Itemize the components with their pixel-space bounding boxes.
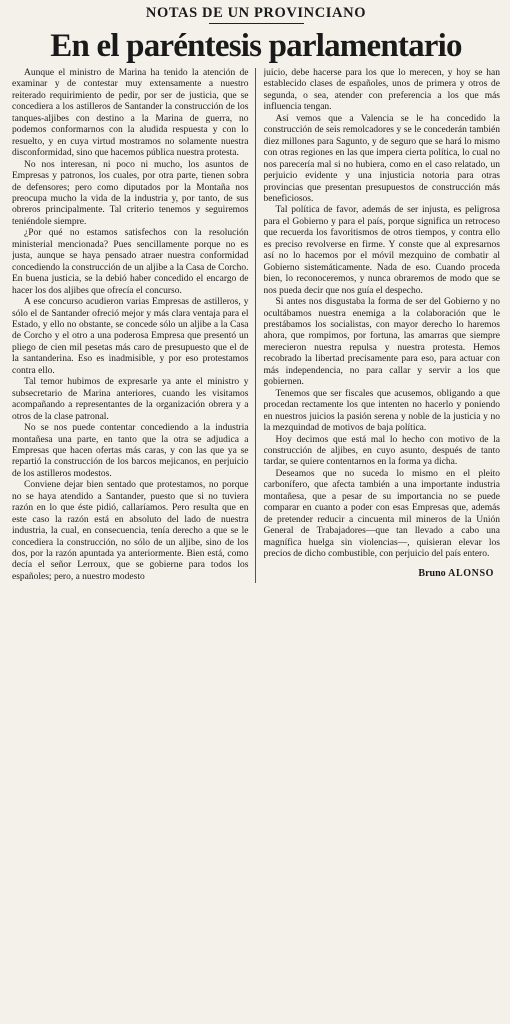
author-signature	[264, 568, 501, 579]
article-body	[12, 68, 500, 583]
section-rule	[209, 23, 304, 24]
section-title: NOTAS DE UN PROVINCIANO	[145, 5, 367, 21]
headline: En el paréntesis parlamentario	[50, 28, 462, 64]
paragraph: Deseamos que no suceda lo mismo en el pleito carbonífero, que afecta también a una importante industria montañesa, que a pesar de su importancia no se puede comparar en cuanto a poder con esas Empresas que, además de pretender reducir a cincuenta mil mineros de la Unión General de Trabajadores—que tan llevado a cabo una magnífica huelga sin violencias—, quisieran elevar los precios de dicho combustible, con perjuicio del país entero.	[263, 468, 500, 560]
paragraph: Tal temor hubimos de expresarle ya ante el ministro y subsecretario de Marina anteriores, cuando les visitamos acompañando a representantes de la organización obrera y a otros de la clase patronal.	[12, 377, 249, 422]
paragraph: Así vemos que a Valencia se le ha concedido la construcción de seis remolcadores y se le concederán también diez millones para Sagunto, y de seguro que se hará lo mismo con otras regiones en las que impera cierta política, lo cual no nos parecería mal si no hubiera, como en el caso relatado, un perjuicio evidente y una injusticia notoria para otras provincias que presentan presupuestos de construcción más beneficiosos.	[263, 113, 500, 204]
paragraph: Conviene dejar bien sentado que protestamos, no porque no se haya atendido a Santander, puesto que si no tuviera razón en lo que éste pidió, callaríamos. Pero resulta que en este caso la razón está en absoluto del lado de nuestra industria, la cual, en consecuencia, tenía derecho a que se le concediera la construcción, no sólo de un aljibe, sino de los dos, por la razón apuntada ya anteriormente. Bien está, como decía el señor Lerroux, que se gobierne para todos los españoles; pero, a nuestro modesto	[12, 480, 249, 582]
author-last-name: ALONSO	[448, 568, 494, 580]
paragraph: Tenemos que ser fiscales que acusemos, obligando a que procedan rectamente los que intenten no hacerlo y poniendo en nuestros juicios la pasión serena y noble de la justicia y no la mezquindad de motivos de baja política.	[263, 388, 500, 434]
paragraph: No se nos puede contentar concediendo a la industria montañesa una parte, en tanto que la otra se adjudica a Empresas que hacen ofertas más caras, y con las que ya se repartió la construcción de los barcos mejicanos, en perjuicio de los astilleros modestos.	[12, 423, 249, 479]
paragraph: A ese concurso acudieron varias Empresas de astilleros, y sólo el de Santander ofreció mejor y más clara ventaja para el Estado, y ello no obstante, se concede sólo un aljibe a la Casa de Corcho y el otro a una poderosa Empresa que presentó un pliego de cien mil pesetas más caro de presupuesto que el de la santanderina. Eso es inadmisible, y por eso protestamos contra ello.	[12, 297, 249, 376]
author-first-name: Bruno	[418, 568, 446, 580]
paragraph: Tal política de favor, además de ser injusta, es peligrosa para el Gobierno y para el país, porque significa un retroceso que recuerda los favoritismos de otros tiempos, y contra ello es preciso revolverse en firme. Y conste que al expresarnos así no lo hacemos por el móvil mezquino de combatir al Gobierno sistemáticamente. Nada de eso. Cuando proceda bien, lo reconoceremos, y nunca obraremos de modo que se nos pueda decir que nos guía el despecho.	[263, 205, 500, 296]
paragraph: juicio, debe hacerse para los que lo merecen, y hoy se han establecido clases de españoles, unos de primera y otros de segunda, o sea, atender con preferencia a los que más influencia tengan.	[263, 68, 500, 113]
paragraph: Aunque el ministro de Marina ha tenido la atención de examinar y de contestar muy extensamente a nuestro reiterado requirimiento de pedir, por ser de justicia, que se concediera a los astilleros de Santander la construcción de los tanques-aljibes con destino a la Marina de guerra, no podemos conformarnos con la aludida respuesta y con lo resuelto, y en cuya virtud mostramos no solamente nuestra disconformidad, sino que hacemos pública nuestra protesta.	[12, 68, 249, 159]
right-column	[264, 68, 501, 583]
left-column	[12, 68, 256, 583]
paragraph: Hoy decimos que está mal lo hecho con motivo de la construcción de aljibes, en cuyo asunto, después de tanto tardar, se quiere contentarnos en la forma ya dicha.	[263, 434, 500, 468]
paragraph: ¿Por qué no estamos satisfechos con la resolución ministerial mencionada? Pues sencillamente porque no es justa, aunque se haya pensado atraer nuestra conformidad concediendo la construcción de un aljibe a la Casa de Corcho. En buena justicia, se la debió haber concedido el encargo de hacer los dos aljibes que ofrecía el concurso.	[12, 228, 249, 296]
paragraph: Si antes nos disgustaba la forma de ser del Gobierno y no ocultábamos nuestra enemiga a la colaboración que le prestábamos los socialistas, con mayor derecho lo haremos ahora, que rompimos, por fortuna, las amarras que siempre merecieron nuestra repulsa y nuestra protesta. Hemos recobrado la libertad precisamente para eso, para actuar con más independencia, no para callar y servir a los que gobiernen.	[263, 297, 500, 388]
paragraph: No nos interesan, ni poco ni mucho, los asuntos de Empresas y patronos, los cuales, por otra parte, tienen sobra de defensores; pero como diputados por la Montaña nos preocupa mucho la vida de la industria y, por tanto, de sus obreros principalmente. Tal criterio tenemos y seguiremos teniéndole siempre.	[12, 159, 249, 227]
